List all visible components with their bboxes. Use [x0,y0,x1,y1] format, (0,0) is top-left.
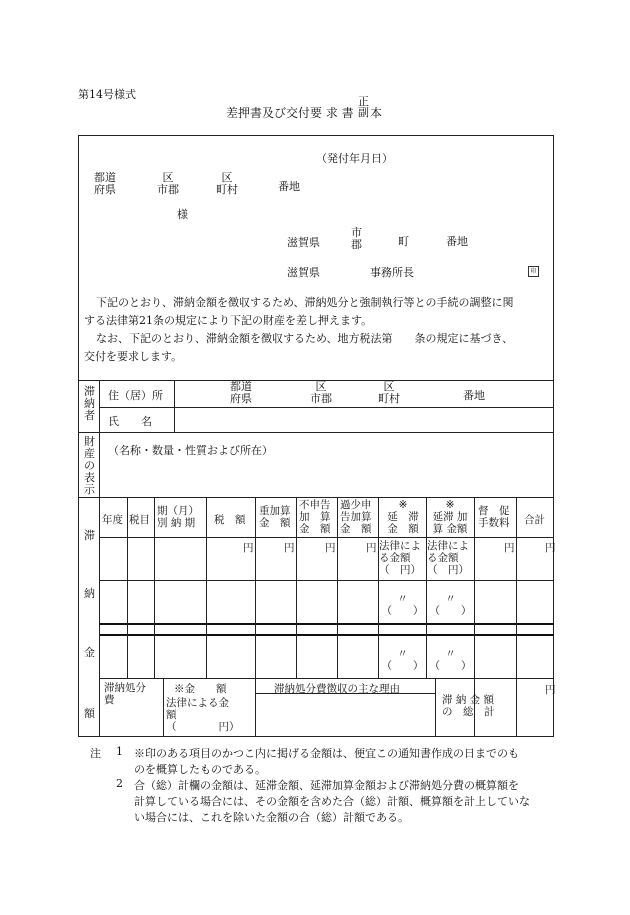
recipient-ward2: 区 [221,171,233,184]
thick-line-1 [99,623,554,625]
name-label: 氏 名 [108,415,152,428]
col-kibetsu-1: 期（月） [157,505,199,517]
row3-entaika-ditto [427,648,474,672]
amount-char-3: 金 [84,646,95,659]
note2-line1: 合（総）計欄の金額は、延滞金額、延滞加算金額および滞納処分費の概算額を [134,779,519,792]
row1-yen-juka: 円 [284,542,295,554]
taxpayer-char-1: 滞 [84,385,95,398]
property-char-5: 示 [84,483,95,496]
address-label: 住（居）所 [108,389,163,402]
col-tokusoku [478,505,510,529]
property-char-4: 表 [84,471,95,484]
col-entai-mark: ※ [398,499,408,511]
col-nendo: 年度 [102,514,123,526]
note1-line1: ※印のある項目のかつこ内に掲げる金額は、便宜この通知書作成の日までのも [134,747,519,760]
col-tokusoku-2: 手数料 [478,517,510,529]
recipient-city-label: 市郡 [157,183,179,196]
property-char-3: の [84,459,95,472]
col-entaika-mark: ※ [445,499,455,511]
sender-office: 事務所長 [370,266,414,279]
row1-yen-tokusoku: 円 [504,542,515,554]
recipient-sama: 様 [177,208,188,221]
col-entaika-2: 算 金額 [432,523,468,535]
col-entai-2: 金 額 [387,523,419,535]
col-zeimoku: 税目 [129,514,150,526]
ditto-mark: 〃 [397,593,408,605]
row2-entaika-ditto [427,593,474,617]
col-kibetsu-2: 別 納 期 [157,517,196,529]
col-kasho-3: 金 額 [340,523,372,535]
title-fuku: 副 [358,106,369,119]
document-title [226,104,354,121]
houritsu-3: （ 円） [166,721,240,733]
taxpayer-town [378,381,400,405]
shobunhi-label [104,682,146,706]
gaku-label: ※金 額 [174,683,227,695]
title-stack [358,96,369,118]
taxpayer-char-3: 者 [84,409,95,422]
col-fushin-2: 加 算 [299,511,331,523]
col-kasho-1: 過少申 [340,499,372,511]
divider-taxpayer [78,432,554,433]
taxpayer-pref-top: 都道 [230,380,252,393]
col-kibetsu [157,505,199,529]
row3-entai-ditto [379,648,426,672]
sender-pref2: 滋賀県 [287,266,320,279]
taxpayer-banchi: 番地 [463,389,485,402]
sender-city [351,227,362,251]
body-p1-line2: する法律第21条の規定により下記の財産を差し押えます。 [84,314,373,327]
col-fushin [299,499,331,535]
ditto-paren: （ ） [381,605,424,617]
issue-date: （発付年月日） [316,152,393,165]
col-juka-1: 重加算 [259,505,291,517]
vline-c10 [516,497,517,737]
sender-city-top: 市 [351,226,362,239]
taxpayer-city [310,381,332,405]
total-label [442,694,495,718]
col-zeigaku: 税 額 [214,514,246,526]
total-yen: 円 [545,684,556,696]
col-tokusoku-1: 督 促 [478,505,510,517]
ditto-paren: （ ） [381,660,424,672]
houritsu-label [166,697,240,733]
note1-num: 1 [116,745,123,758]
vline-c5 [296,497,297,678]
divider-address [99,407,554,408]
divider-header [99,537,554,538]
recipient-town [216,172,238,196]
form-frame [78,135,554,737]
row1-entaika [427,540,469,576]
row1-yen-gokei: 円 [545,542,556,554]
total-2: の 総 計 [442,706,495,718]
title-main: 差押書及び交付要 求 書 [226,106,354,120]
row1-yen-zei: 円 [243,542,254,554]
col-entaika [428,499,472,535]
vline-label [99,380,100,737]
row1-entai-2: る金額 [379,552,411,564]
vline-c1 [127,497,128,678]
recipient-pref [94,172,116,196]
vline-c2 [154,497,155,678]
col-gokei: 合計 [524,514,545,526]
divider-property [78,497,554,498]
divider-row3 [99,678,554,679]
title-suffix: 本 [370,106,383,120]
taxpayer-city-label: 市郡 [310,392,332,405]
col-entaika-1: 延滞 加 [432,511,468,523]
body-p1-line1: 下記のとおり、滞納金額を徴収するため、滞納処分と強制執行等との手続の調整に関 [96,296,514,309]
shobunhi-1: 滞納処分 [104,682,146,694]
notes-label: 注 [90,747,101,760]
recipient-ward1: 区 [162,171,174,184]
thick-line-2 [99,634,554,636]
vline-c3 [206,497,207,678]
title-seishi: 正 [358,95,369,108]
col-entai [382,499,424,535]
ditto-mark: 〃 [445,593,456,605]
taxpayer-pref-bottom: 府県 [230,392,252,405]
taxpayer-pref [230,381,252,405]
col-juka-2: 金 額 [259,517,291,529]
row1-entaika-1: 法律によ [427,540,469,552]
row1-entai-1: 法律によ [379,540,421,552]
taxpayer-char-2: 納 [84,397,95,410]
ditto-paren: （ ） [429,660,472,672]
amount-char-1: 滞 [84,529,95,542]
col-fushin-3: 金 額 [299,523,331,535]
row2-entai-ditto [379,593,426,617]
body-p2-line2: 交付を要求します。 [84,350,183,363]
body-p2-line1: なお、下記のとおり、滞納金額を徴収するため、地方税法第 条の規定に基づき、 [96,332,514,345]
note2-line3: い場合には、これを除いた金額の合（総）計額である。 [134,811,409,824]
row1-entaika-3: （ 円） [427,564,469,576]
property-char-2: 産 [84,447,95,460]
sender-city-bottom: 郡 [351,238,362,251]
taxpayer-ward1: 区 [315,380,327,393]
total-1: 滞 納 金 額 [442,694,495,706]
vline-taxpayer [174,380,175,432]
divider-row1 [99,580,554,581]
amount-char-2: 納 [84,587,95,600]
taxpayer-town-label: 町村 [378,392,400,405]
sender-pref: 滋賀県 [287,236,320,249]
sender-banchi: 番地 [446,235,468,248]
houritsu-2: 額 [166,709,177,721]
col-kasho [340,499,372,535]
col-fushin-1: 不申告 [299,499,331,511]
note2-num: 2 [116,777,123,790]
seal-icon: 印 [528,266,539,277]
note2-line2: 計算している場合には、その金額を含めた合（総）計額、概算額を計上していな [134,795,530,808]
vline-b2 [435,678,436,737]
ditto-paren: （ ） [429,605,472,617]
vline-c6 [337,497,338,678]
row1-yen-fushin: 円 [325,542,336,554]
ditto-mark: 〃 [445,648,456,660]
property-note: （名称・数量・性質および所在） [108,444,273,457]
col-kasho-2: 告加算 [340,511,372,523]
row1-entai-3: （ 円） [379,564,421,576]
amount-char-4: 額 [84,707,95,720]
recipient-town-label: 町村 [216,183,238,196]
ditto-mark: 〃 [397,648,408,660]
property-char-1: 財 [84,435,95,448]
col-juka [259,505,291,529]
vline-c4 [255,497,256,737]
shobunhi-2: 費 [104,694,115,706]
row1-entai [379,540,421,576]
recipient-city [157,172,179,196]
houritsu-1: 法律による金 [166,697,229,709]
sender-town: 町 [398,235,409,248]
recipient-pref-top: 都道 [94,171,116,184]
property-label [84,436,95,496]
recipient-pref-bottom: 府県 [94,183,116,196]
vline-b1 [163,678,164,737]
row1-entaika-2: る金額 [427,552,459,564]
col-entai-1: 延 滞 [387,511,419,523]
form-number: 第14号様式 [78,88,136,101]
row1-yen-kasho: 円 [366,542,377,554]
reason-label: 滞納処分費徴収の主な理由 [274,683,400,695]
taxpayer-label [84,386,95,422]
note1-line2: のを概算したものである。 [134,763,266,776]
recipient-banchi: 番地 [278,180,300,193]
taxpayer-ward2: 区 [383,380,395,393]
